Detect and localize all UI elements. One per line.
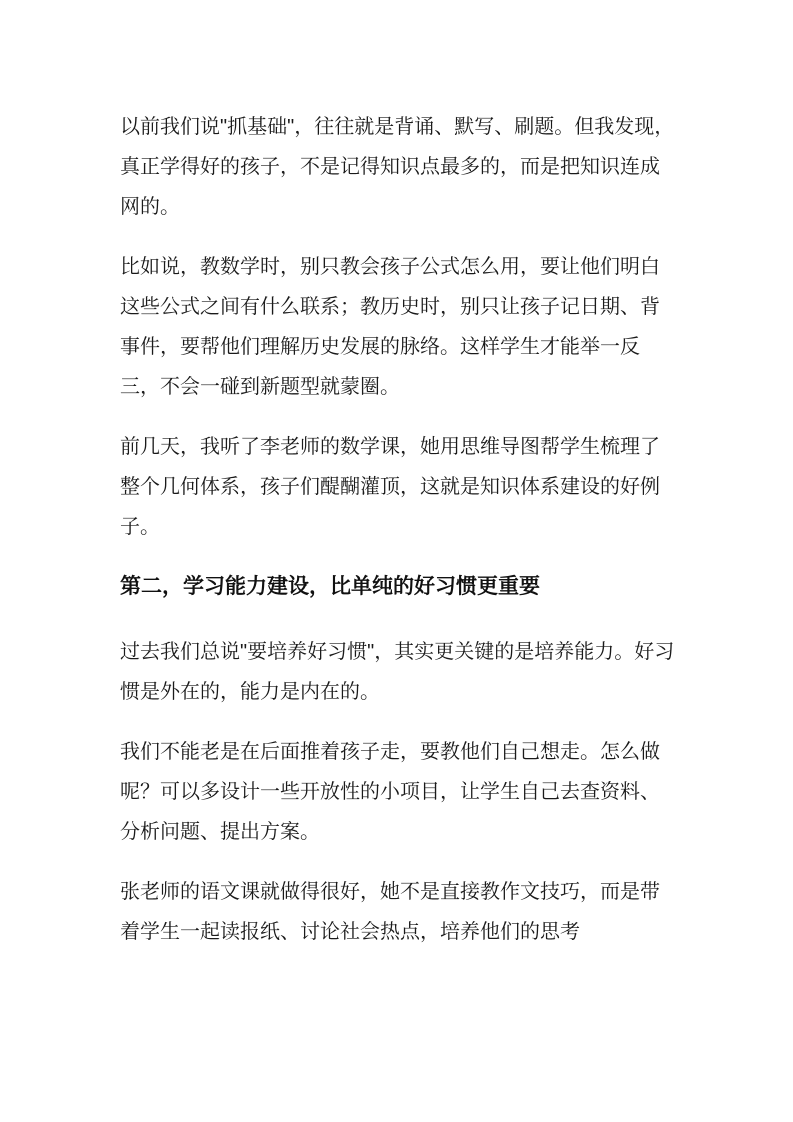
article-paragraph: 张老师的语文课就做得很好，她不是直接教作文技巧，而是带着学生一起读报纸、讨论社会热点，培养他们的思考 [120,881,660,943]
article-paragraph: 前几天，我听了李老师的数学课，她用思维导图帮学生梳理了整个几何体系，孩子们醍醐灌顶，这就是知识体系建设的好例子。 [120,436,660,538]
article-paragraph: 过去我们总说"要培养好习惯"，其实更关键的是培养能力。好习惯是外在的，能力是内在的。 [120,641,675,703]
section-heading: 第二，学习能力建设，比单纯的好习惯更重要 [120,575,540,598]
article-paragraph: 比如说，教数学时，别只教会孩子公式怎么用，要让他们明白这些公式之间有什么联系；教历史时，别只让孩子记日期、背事件，要帮他们理解历史发展的脉络。这样学生才能举一反三，不会一碰到新题型就蒙圈。 [120,256,660,398]
article-paragraph: 以前我们说"抓基础"，往往就是背诵、默写、刷题。但我发现，真正学得好的孩子，不是记得知识点最多的，而是把知识连成网的。 [120,116,675,218]
article-paragraph: 我们不能老是在后面推着孩子走，要教他们自己想走。怎么做呢？可以多设计一些开放性的小项目，让学生自己去查资料、分析问题、提出方案。 [120,741,660,843]
